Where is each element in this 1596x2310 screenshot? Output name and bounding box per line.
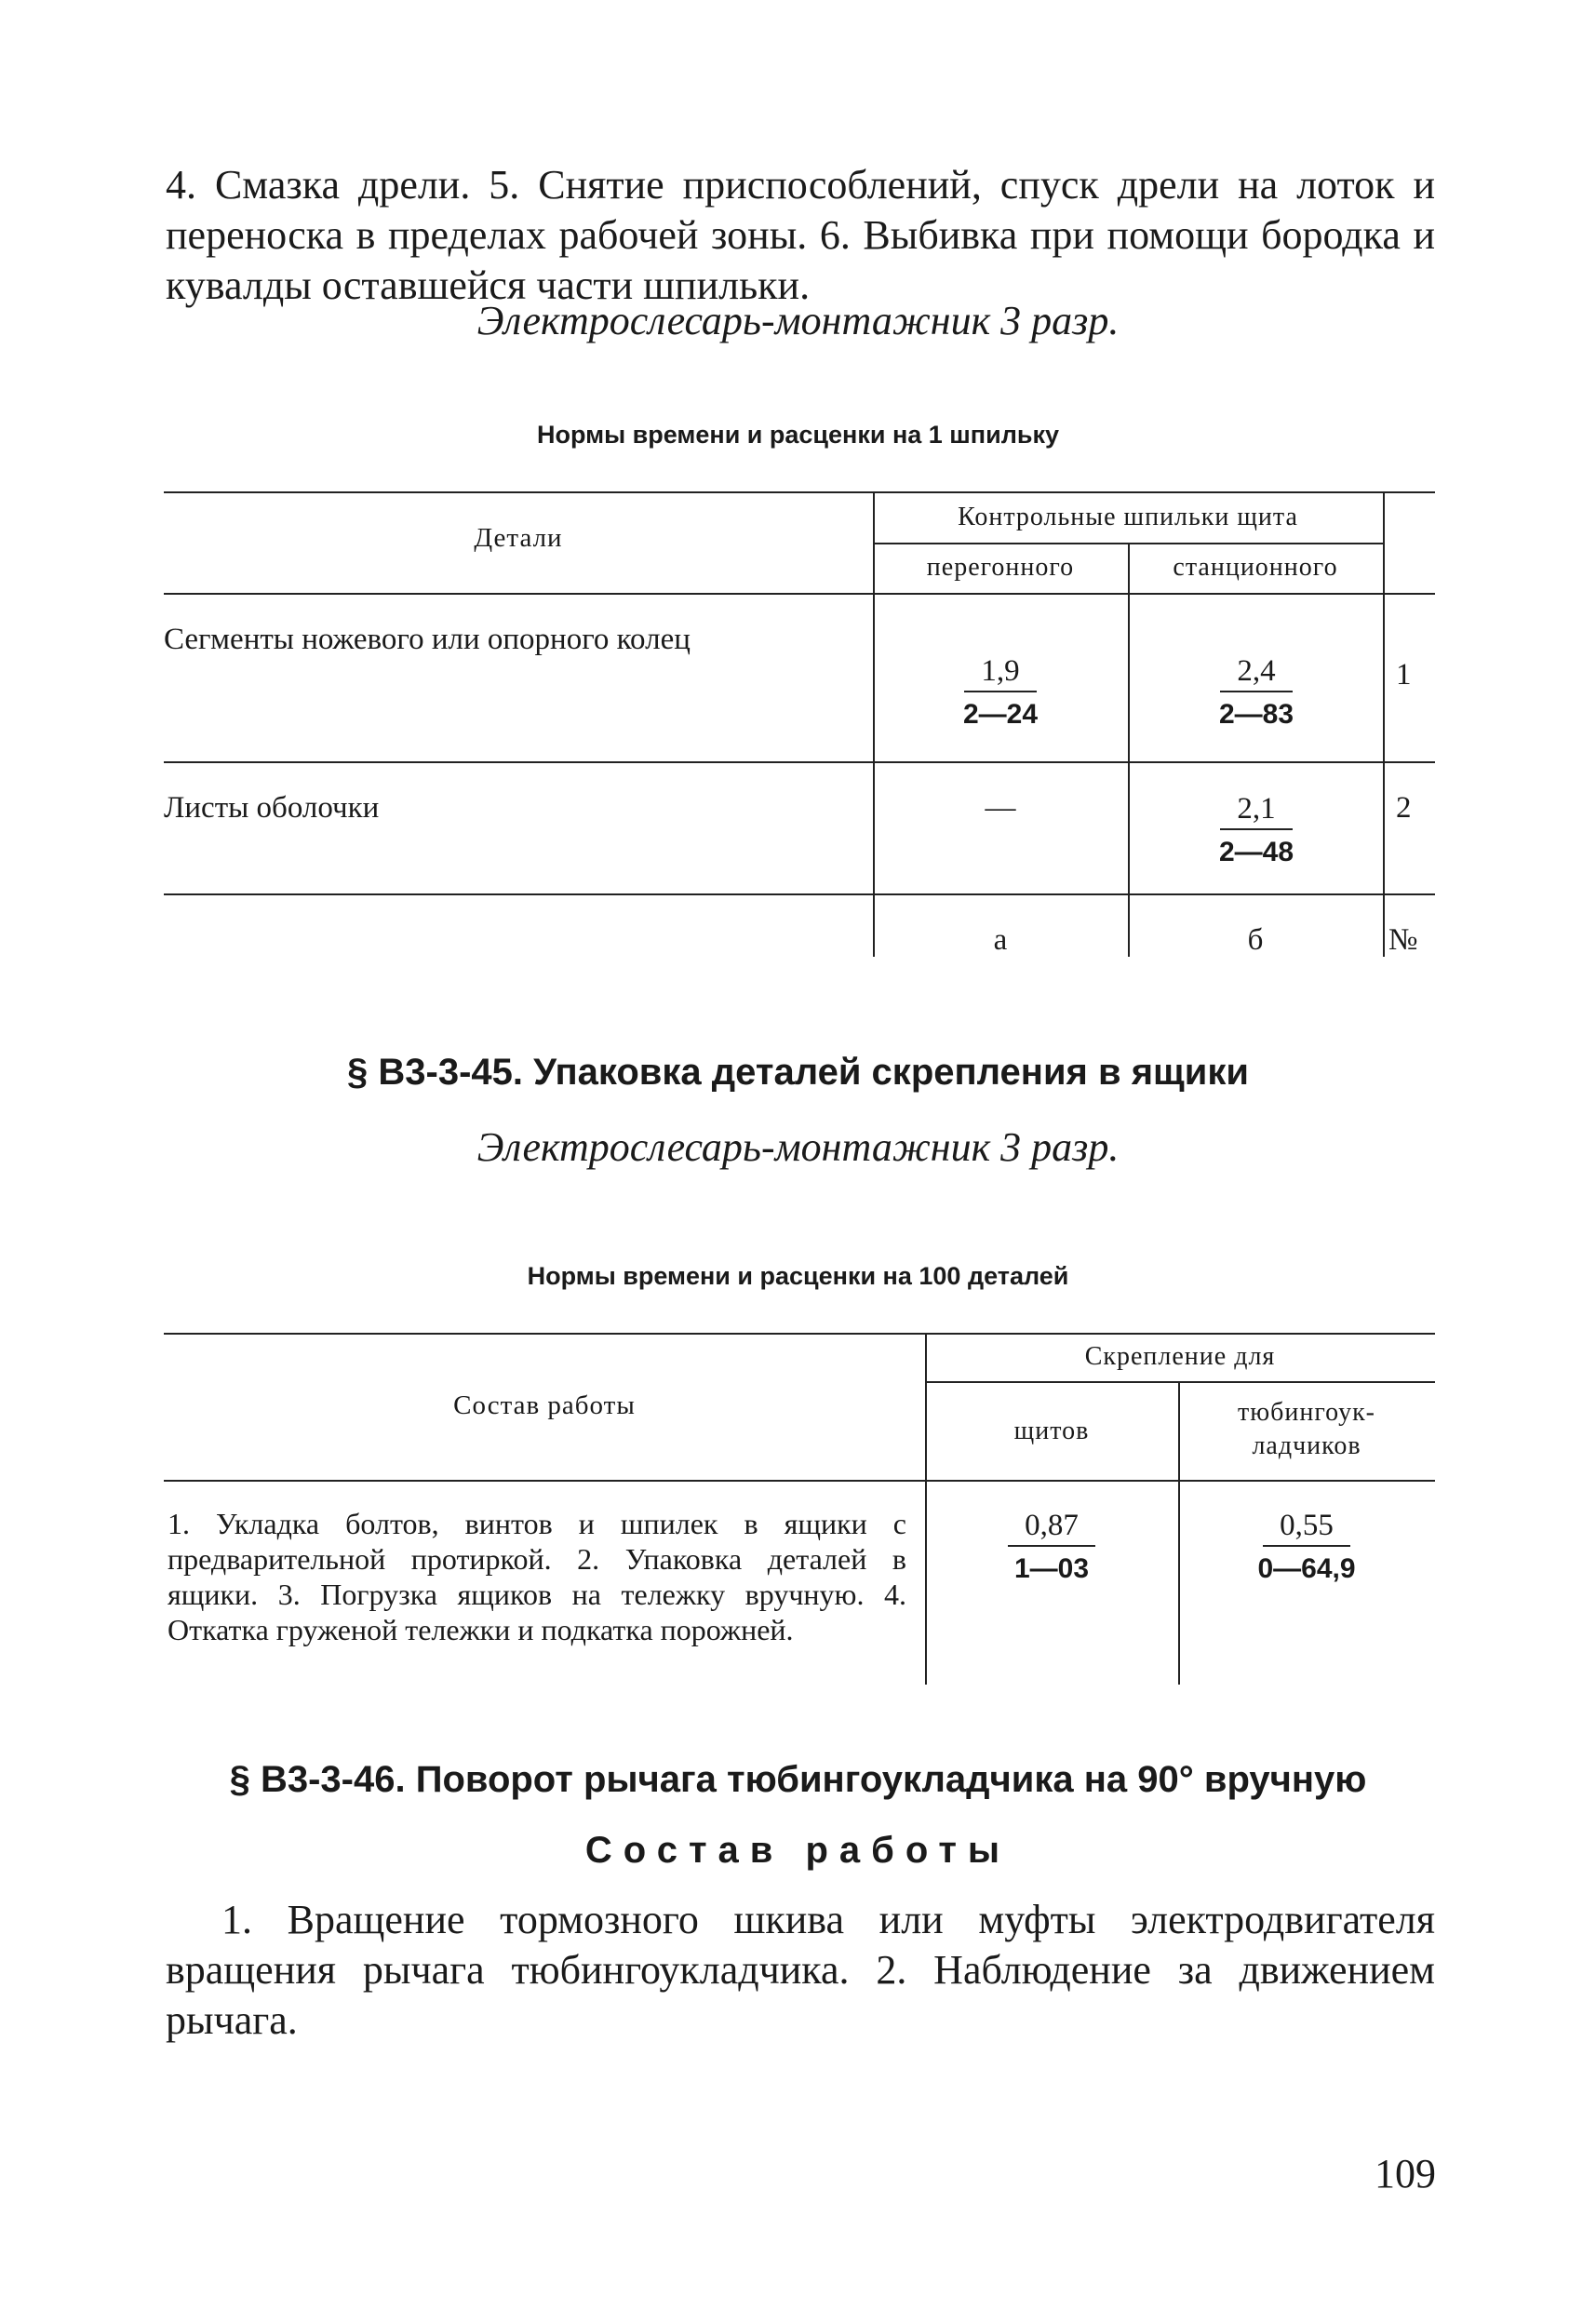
table1-header-col-b: станционного (1173, 553, 1338, 582)
table1-row1-b-value (1182, 653, 1331, 733)
table1-row1-b-time: 2,4 (1220, 653, 1292, 692)
page-number: 109 (1375, 2151, 1436, 2196)
table2-b-value (1232, 1508, 1381, 1588)
section-46-subheading: Состав работы (584, 1830, 1012, 1871)
table1-row1-a-value (926, 653, 1075, 733)
table2-b-time: 0,55 (1263, 1508, 1350, 1547)
table1-footer-number: № (1388, 923, 1418, 957)
table1-footer-a: а (993, 923, 1008, 957)
table2-header-work: Состав работы (453, 1390, 636, 1420)
section-46-heading: § В3-3-46. Поворот рычага тюбингоукладчика на 90° вручную (229, 1759, 1367, 1800)
worker-qualification-2: Электрослесарь-монтажник 3 разр. (476, 1124, 1120, 1170)
table2-work-description: 1. Укладка болтов, винтов и шпилек в ящики с предварительной протиркой. 2. Упаковка деталей в ящики. 3. Погрузка ящиков на тележку вручную. 4. Откатка груженой тележки и подкатка порожней. (168, 1507, 906, 1646)
table2-title: Нормы времени и расценки на 100 деталей (527, 1262, 1069, 1290)
table2-header-group: Скрепление для (1084, 1342, 1276, 1371)
table1-header-col-a: перегонного (926, 553, 1075, 582)
table2-header-col-b (1178, 1396, 1435, 1463)
table2-a-value (977, 1508, 1126, 1588)
worker-qualification-1: Электрослесарь-монтажник 3 разр. (476, 298, 1120, 343)
section-46-text: 1. Вращение тормозного шкива или муфты электродвигателя вращения рычага тюбингоукладчика. 2. Наблюдение за движением рычага. (166, 1897, 1435, 2043)
table2-header-col-b-line2: ладчиков (1252, 1431, 1361, 1460)
table1-row1-a-time: 1,9 (964, 653, 1036, 692)
table2-a-rate: 1—03 (1013, 1553, 1090, 1584)
table1-row2-b-rate: 2—48 (1218, 837, 1294, 867)
table1-row2-a-dash: — (985, 791, 1016, 825)
table2-header-col-b-line1: тюбингоук- (1237, 1398, 1376, 1427)
table1-row2-b-value (1182, 791, 1331, 871)
table1-row1-number: 1 (1396, 658, 1412, 692)
table1-row1-b-rate: 2—83 (1218, 699, 1294, 730)
section-45-heading: § В3-3-45. Упаковка деталей скрепления в ящики (347, 1052, 1249, 1093)
table1-title: Нормы времени и расценки на 1 шпильку (536, 421, 1059, 449)
table1-row2-number: 2 (1396, 791, 1412, 825)
table2-a-time: 0,87 (1008, 1508, 1095, 1547)
table1-row2-label: Листы оболочки (164, 791, 380, 825)
table1-header-group: Контрольные шпильки щита (958, 503, 1298, 531)
table2-header-col-a: щитов (1013, 1417, 1090, 1445)
table1-row1-a-rate: 2—24 (962, 699, 1039, 730)
intro-paragraph: 4. Смазка дрели. 5. Снятие приспособлений, спуск дрели на лоток и переноска в пределах рабочей зоны. 6. Выбивка при помощи бородка и кувалды оставшейся части шпильки. (166, 162, 1435, 308)
table1-footer-b: б (1247, 923, 1264, 957)
table1-header-details: Детали (474, 523, 563, 553)
table1-row2-b-time: 2,1 (1220, 791, 1292, 830)
table2-b-rate: 0—64,9 (1257, 1553, 1356, 1584)
table1-row1-label: Сегменты ножевого или опорного колец (164, 623, 691, 656)
